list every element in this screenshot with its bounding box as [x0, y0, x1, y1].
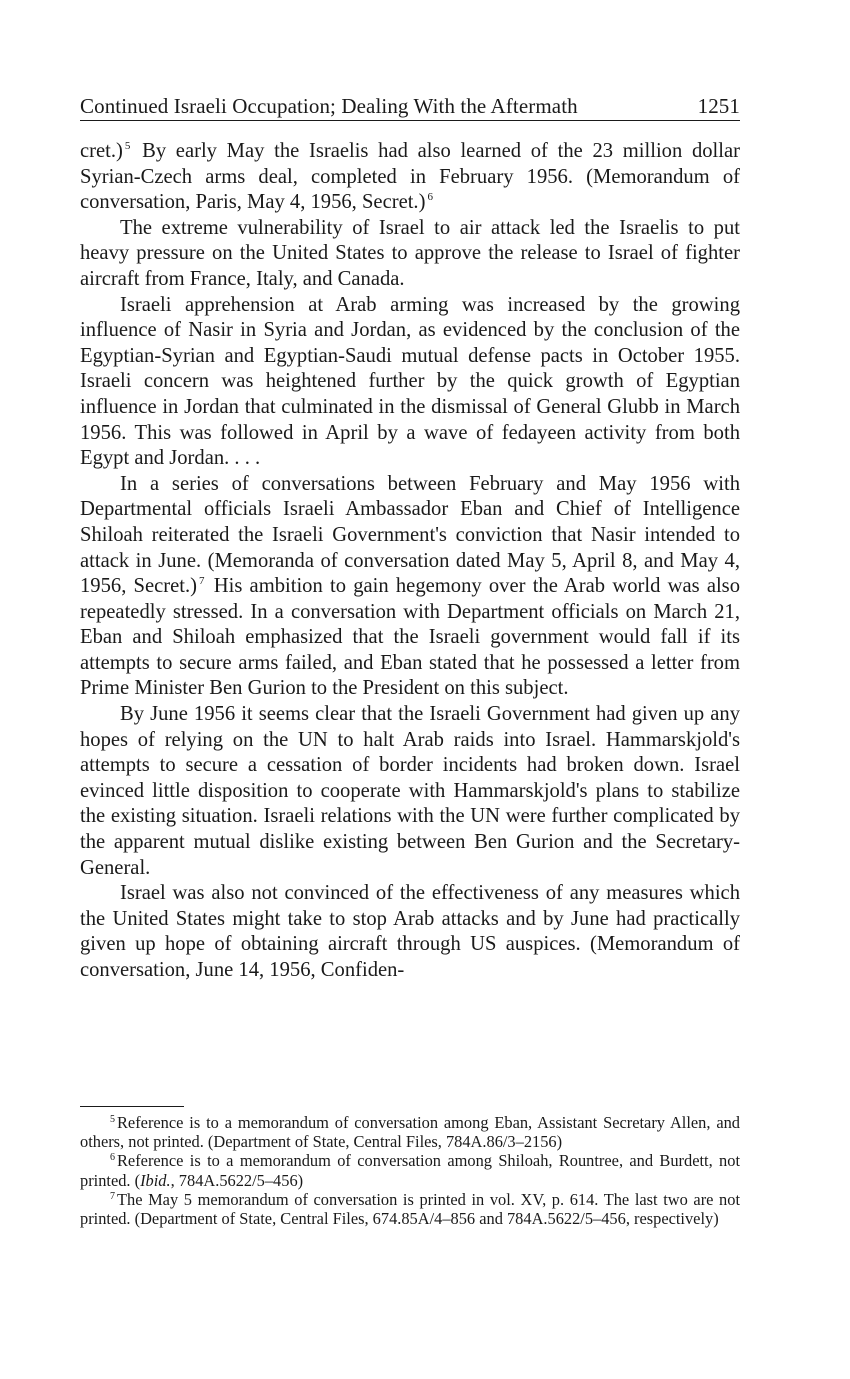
paragraph: Israeli apprehension at Arab arming was increased by the growing influence of Nasir in Syria and Jordan, as evidenced by the conclusion of the Egyptian-Syrian and Egyptian-Saudi mutual defense pacts in October 1955. Israeli concern was heightened further by the quick growth of Egyptian influence in Jordan that culminated in the dismissal of General Glubb in March 1956. This was followed in April by a wave of fedayeen activity from both Egypt and Jordan. . . . — [80, 293, 740, 470]
body-text — [80, 139, 740, 984]
footnote-number: 7 — [110, 1190, 115, 1202]
page-content — [80, 93, 740, 984]
paragraph — [80, 139, 740, 216]
page-number: 1251 — [697, 94, 740, 118]
footnote-divider — [80, 1106, 184, 1107]
footnote-ref: 6 — [427, 191, 433, 204]
paragraph: Israel was also not convinced of the effectiveness of any measures which the United States might take to stop Arab attacks and by June had practically given up hope of obtaining aircraft through US auspices. (Memorandum of conversation, June 14, 1956, Confiden- — [80, 882, 740, 981]
footnote — [80, 1190, 740, 1228]
footnote-number: 5 — [110, 1114, 115, 1125]
footnote — [80, 1113, 740, 1151]
footnote-number: 6 — [110, 1152, 115, 1164]
paragraph-text: His ambition to gain hegemony over the Arab world was also repeatedly stressed. In a conversation with Department officials on March 21, Eban and Shiloah emphasized that the Israeli government would fall if its attempts to secure arms failed, and Eban stated that he possessed a letter from Prime Minister Ben Gurion to the President on this subject. — [80, 575, 740, 700]
footnote-text: The May 5 memorandum of conversation is printed in vol. XV, p. 614. The last two are not printed. (Department of State, Central Files, 674.85A/4–856 and 784A.5622/5–456, respectively) — [80, 1189, 740, 1229]
footnote-ref: 5 — [124, 140, 131, 152]
footnote-ref: 7 — [199, 575, 205, 588]
header-title: Continued Israeli Occupation; Dealing With the Aftermath — [80, 94, 578, 118]
footnote — [80, 1151, 740, 1189]
footnote-text: , 784A.5622/5–456) — [170, 1170, 304, 1190]
footnote-text: Reference is to a memorandum of conversation among Shiloah, Rountree, and Burdett, not printed. ( — [80, 1151, 740, 1190]
paragraph — [80, 472, 740, 702]
paragraph-text: By early May the Israelis had also learned of the 23 million dollar Syrian-Czech arms deal, completed in February 1956. (Memorandum of conversation, Paris, May 4, 1956, Secret.) — [80, 140, 740, 214]
running-header — [80, 93, 740, 121]
paragraph-text: In a series of conversations between February and May 1956 with Departmental officials Israeli Ambassador Eban and Chief of Intelligence Shiloah reiterated the Israeli Government's conviction that Nasir intended to attack in June. (Memoranda of conversation dated May 5, April 8, and May 4, 1956, Secret.) — [80, 472, 740, 598]
paragraph: By June 1956 it seems clear that the Israeli Government had given up any hopes of relying on the UN to halt Arab raids into Israel. Hammarskjold's attempts to secure a cessation of border incidents had broken down. Israel evinced little disposition to cooperate with Hammarskjold's plans to stabilize the existing situation. Israeli relations with the UN were further complicated by the apparent mutual dislike existing between Ben Gurion and the Secretary-General. — [80, 703, 740, 879]
paragraph-text: cret.) — [80, 140, 123, 162]
paragraph: The extreme vulnerability of Israel to air attack led the Israelis to put heavy pressure on the United States to approve the release to Israel of fighter aircraft from France, Italy, and Canada. — [80, 216, 740, 290]
footnote-text: Reference is to a memorandum of conversation among Eban, Assistant Secretary Allen, and others, not printed. (Department of State, Central Files, 784A.86/3–2156) — [80, 1113, 740, 1152]
footnote-ibid: Ibid. — [140, 1170, 171, 1190]
footnotes — [80, 1113, 740, 1228]
